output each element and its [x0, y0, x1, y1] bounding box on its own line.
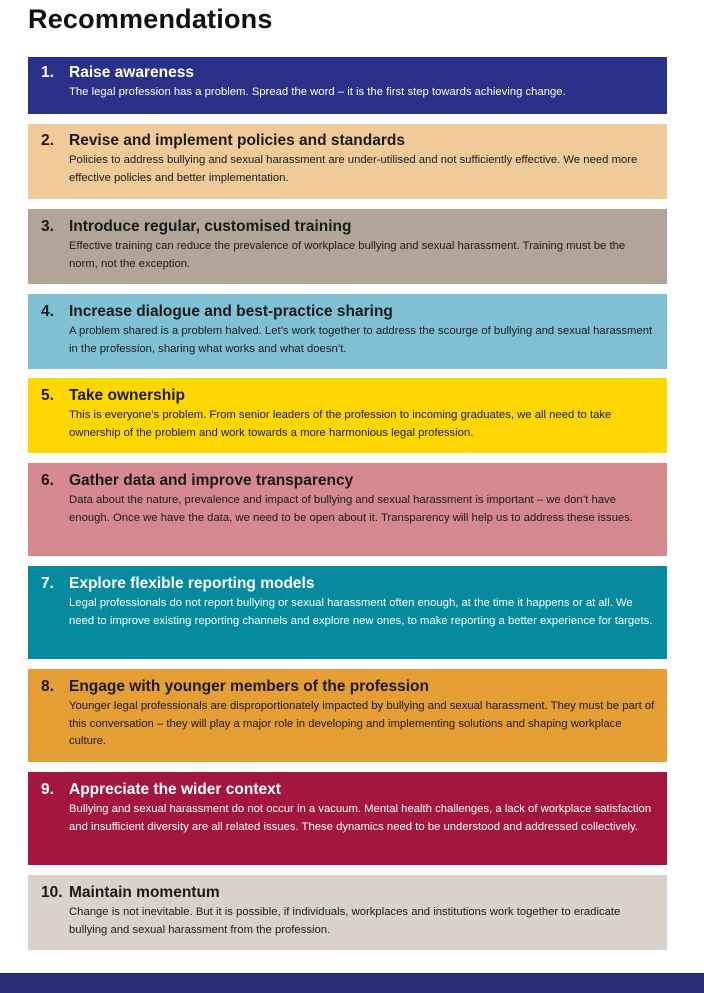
recommendation-body: Data about the nature, prevalence and impact of bullying and sexual harassment is important – we don’t have enough. Once we have the data, we need to be open about it. Transparency will help us to address these issues.: [69, 494, 633, 524]
recommendation-number: 4.: [41, 303, 54, 320]
recommendation-title: Revise and implement policies and standards: [69, 132, 405, 149]
recommendation-card-9: [28, 772, 667, 865]
recommendation-number: 5.: [41, 387, 54, 404]
recommendation-title: Explore flexible reporting models: [69, 575, 315, 592]
recommendation-title: Engage with younger members of the profession: [69, 678, 429, 695]
recommendation-card-1: [28, 57, 667, 114]
recommendation-body: Younger legal professionals are disproportionately impacted by bullying and sexual harassment. They must be part of this conversation – they will play a major role in developing and implementing solutions and shaping workplace culture.: [69, 700, 655, 747]
footer-bar: [0, 973, 704, 993]
recommendation-title: Introduce regular, customised training: [69, 218, 352, 235]
recommendation-number: 8.: [41, 678, 54, 695]
recommendation-title: Take ownership: [69, 387, 185, 404]
recommendation-card-3: [28, 209, 667, 284]
recommendation-card-6: [28, 463, 667, 556]
recommendation-number: 10.: [41, 884, 63, 901]
recommendation-title: Gather data and improve transparency: [69, 472, 354, 489]
recommendation-card-7: [28, 566, 667, 659]
recommendation-number: 7.: [41, 575, 54, 592]
recommendation-title: Increase dialogue and best-practice sharing: [69, 303, 393, 320]
recommendation-card-4: [28, 294, 667, 369]
recommendation-number: 1.: [41, 64, 54, 81]
recommendation-body: The legal profession has a problem. Spread the word – it is the first step towards achieving change.: [69, 86, 566, 98]
recommendation-number: 6.: [41, 472, 54, 489]
recommendation-body: This is everyone’s problem. From senior leaders of the profession to incoming graduates, we all need to take ownership of the problem and work towards a more harmonious legal profession.: [69, 409, 612, 439]
recommendation-number: 2.: [41, 132, 54, 149]
recommendation-body: A problem shared is a problem halved. Let’s work together to address the scourge of bullying and sexual harassment in the profession, sharing what works and what doesn’t.: [69, 325, 653, 355]
recommendation-body: Effective training can reduce the prevalence of workplace bullying and sexual harassment. Training must be the norm, not the exception.: [69, 240, 626, 270]
recommendation-card-5: [28, 378, 667, 453]
recommendation-body: Legal professionals do not report bullying or sexual harassment often enough, at the time it happens or at all. We need to improve existing reporting channels and explore new ones, to make reporting a better experience for targets.: [69, 597, 653, 627]
recommendation-card-10: [28, 875, 667, 950]
recommendation-title: Maintain momentum: [69, 884, 220, 901]
recommendation-body: Policies to address bullying and sexual harassment are under-utilised and not sufficiently effective. We need more effective policies and better implementation.: [69, 154, 638, 184]
recommendation-title: Raise awareness: [69, 64, 194, 81]
recommendation-body: Change is not inevitable. But it is possible, if individuals, workplaces and institutions work together to eradicate bullying and sexual harassment from the profession.: [69, 906, 621, 936]
page-title: Recommendations: [28, 4, 273, 34]
recommendation-title: Appreciate the wider context: [69, 781, 281, 798]
recommendation-number: 3.: [41, 218, 54, 235]
recommendation-body: Bullying and sexual harassment do not occur in a vacuum. Mental health challenges, a lack of workplace satisfaction and insufficient diversity are all related issues. These dynamics need to be understood and addressed collectively.: [69, 803, 652, 833]
recommendation-card-8: [28, 669, 667, 762]
recommendation-card-2: [28, 124, 667, 199]
recommendation-number: 9.: [41, 781, 54, 798]
